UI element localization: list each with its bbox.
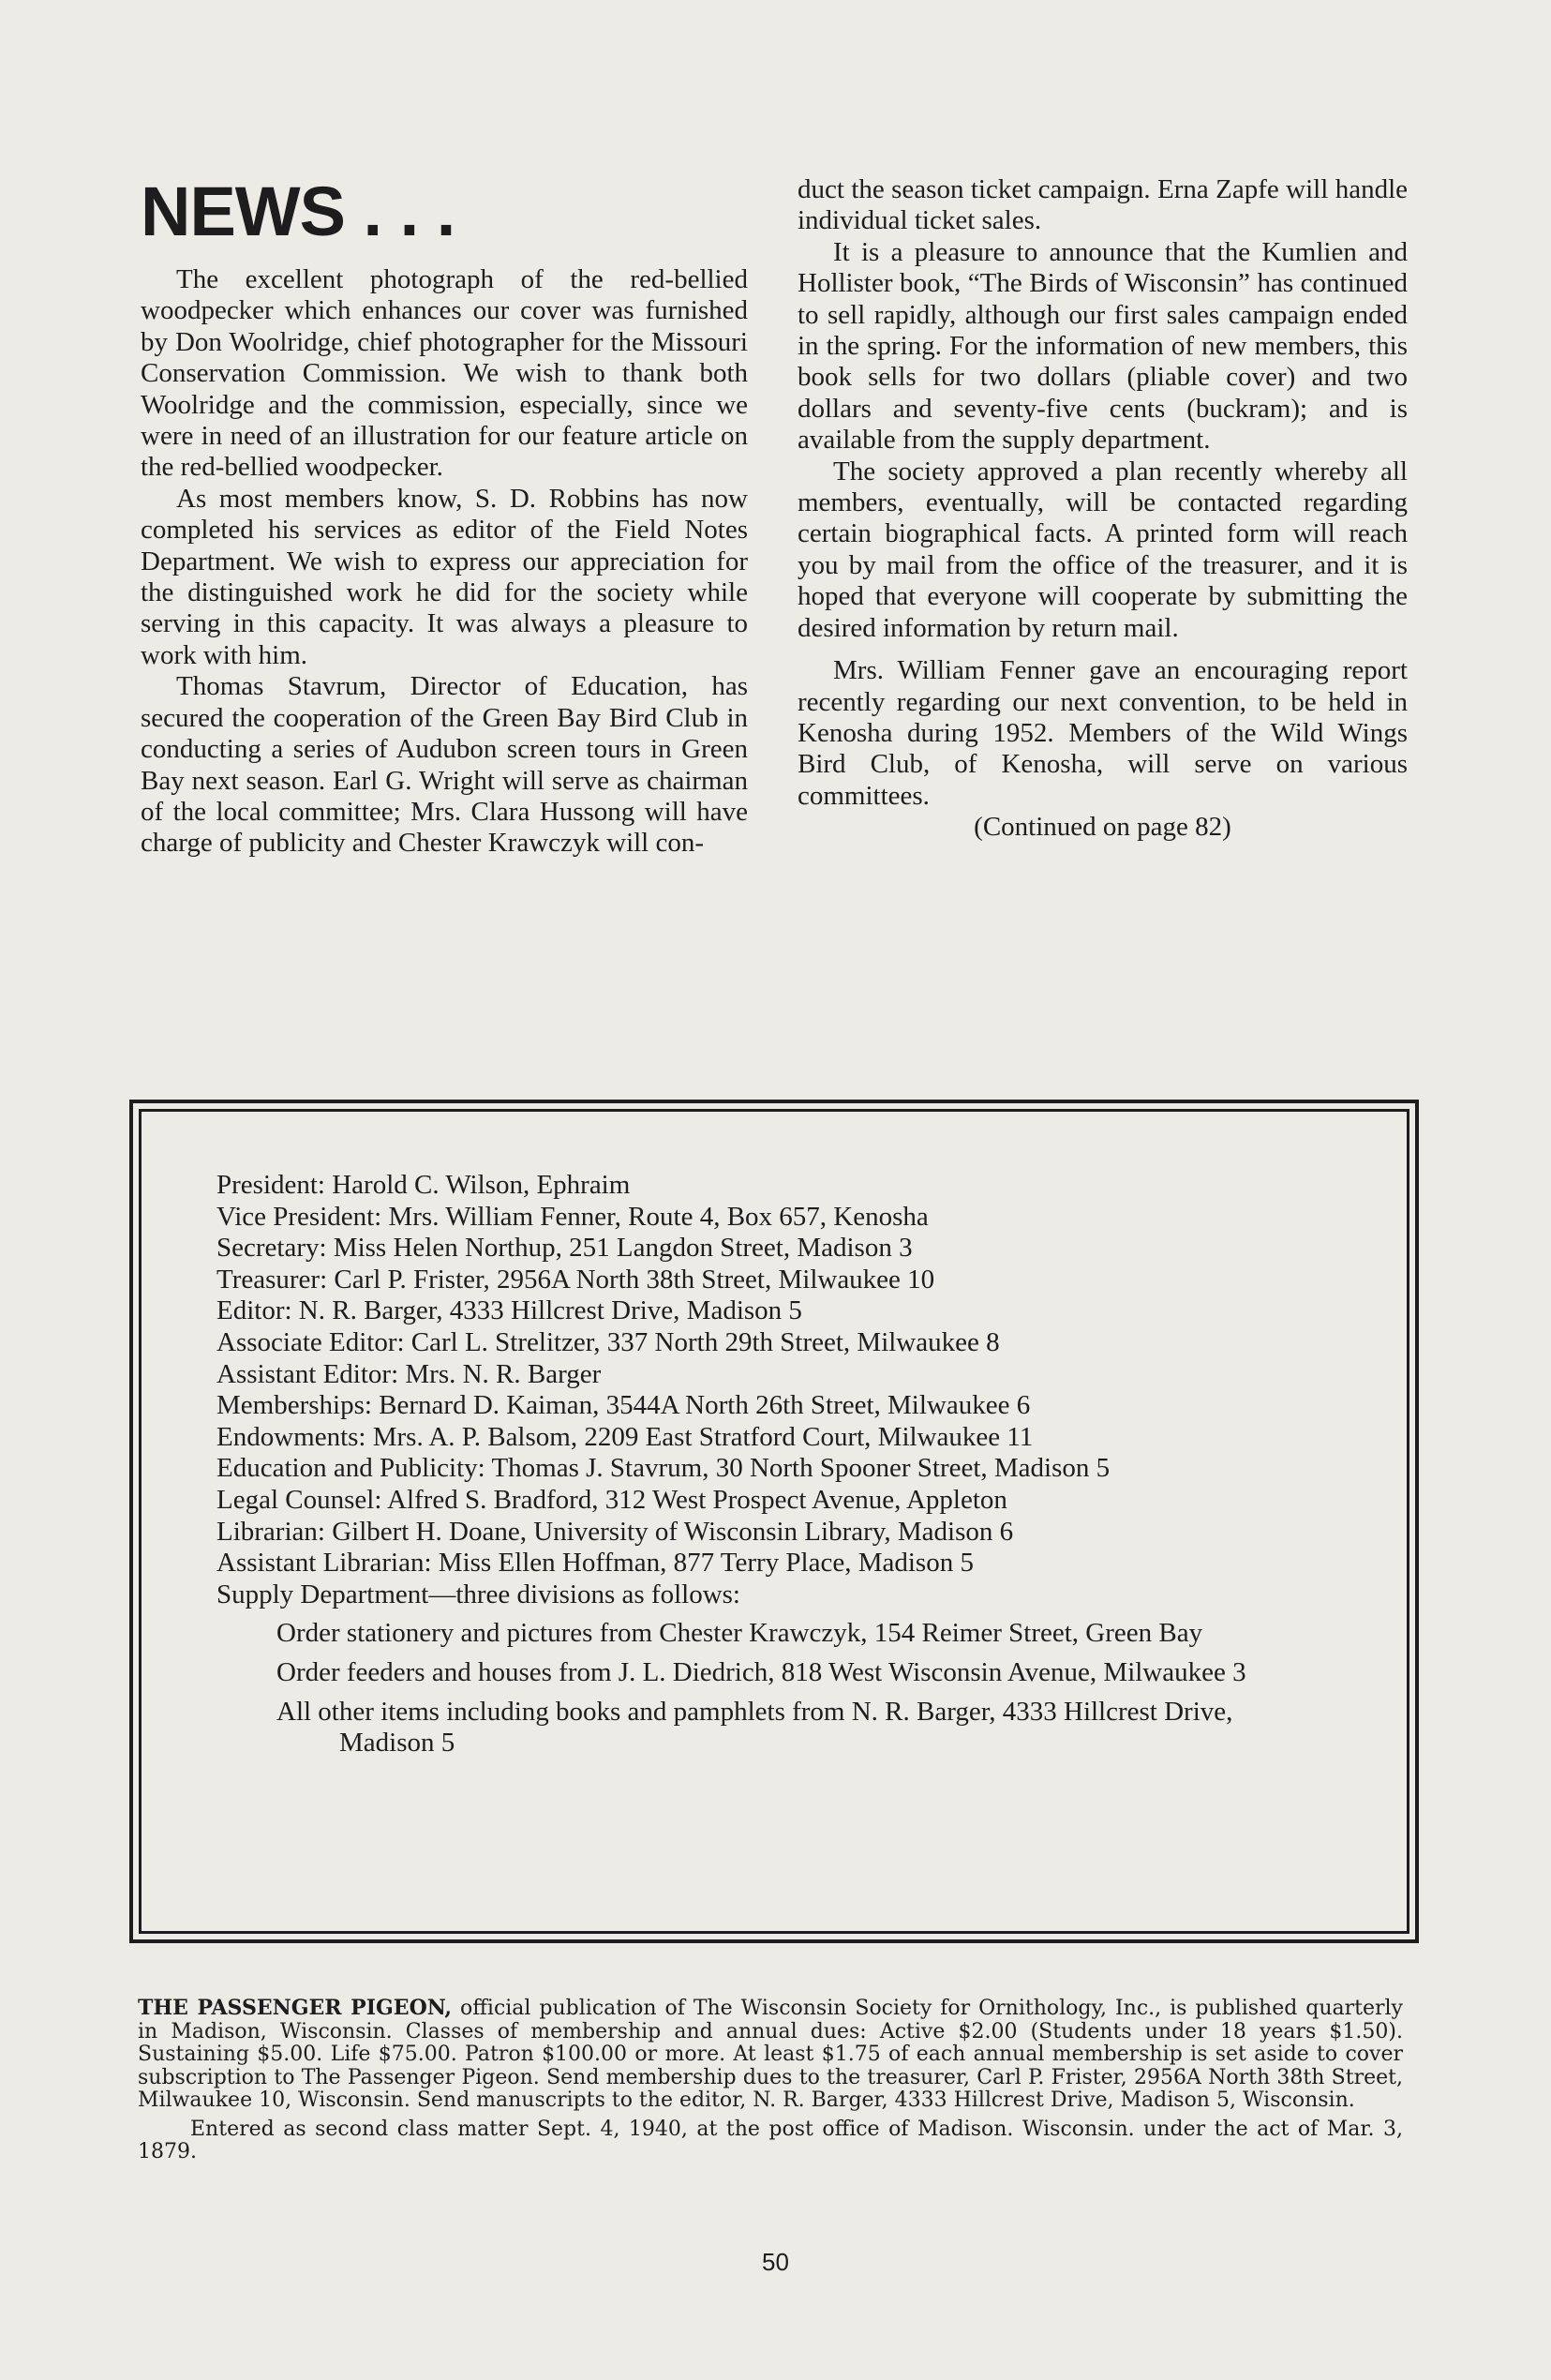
officer-assistant-editor: Assistant Editor: Mrs. N. R. Barger (216, 1358, 602, 1389)
supply-order-stationery: Order stationery and pictures from Chester Krawczyk, 154 Reimer Street, Green Bay (276, 1618, 1203, 1649)
supply-order-books: All other items including books and pamphlets from N. R. Barger, 4333 Hillcrest Drive, Madison 5 (276, 1696, 1233, 1759)
news-left-column (141, 264, 748, 860)
officer-supply-department: Supply Department—three divisions as follows: (216, 1579, 740, 1609)
officer-librarian: Librarian: Gilbert H. Doane, University of Wisconsin Library, Madison 6 (216, 1516, 1014, 1547)
publication-info (138, 1997, 1403, 2113)
publication-notice (138, 1997, 1403, 2164)
officer-president: President: Harold C. Wilson, Ephraim (216, 1170, 631, 1200)
officer-endowments: Endowments: Mrs. A. P. Balsom, 2209 East Stratford Court, Milwaukee 11 (216, 1421, 1034, 1452)
continued-note: (Continued on page 82) (974, 812, 1231, 843)
officer-education-publicity: Education and Publicity: Thomas J. Stavrum, 30 North Spooner Street, Madison 5 (216, 1453, 1111, 1484)
publication-details: official publication of The Wisconsin Society for Ornithology, Inc., is published quarterly in Madison, Wisconsin. Classes of membership and annual dues: Active $2.00 (Students under 18 years $1.50). Sustaining $5.00. Life $75.00. Patron $100.00 or more. At least $1.75 of each annual membership is set aside to cover subscription to The Passenger Pigeon. Send membership dues to the treasurer, Carl P. Frister, 2956A North 38th Street, Milwaukee 10, Wisconsin. Send manuscripts to the editor, N. R. Barger, 4333 Hillcrest Drive, Madison 5, Wisconsin. (138, 1997, 1403, 2112)
officers-box (139, 1109, 1409, 1934)
officer-assistant-librarian: Assistant Librarian: Miss Ellen Hoffman, 877 Terry Place, Madison 5 (216, 1548, 974, 1579)
officer-vice-president: Vice President: Mrs. William Fenner, Route 4, Box 657, Kenosha (216, 1201, 929, 1232)
news-paragraph-cover-photo: The excellent photograph of the red-bellied woodpecker which enhances our cover was furnished by Don Woolridge, chief photographer for the Missouri Conservation Commission. We wish to thank both Woolridge and the commission, especially, since we were in need of an illustration for our feature article on the red-bellied woodpecker. (141, 264, 748, 483)
page-number: 50 (762, 2248, 789, 2276)
officer-secretary: Secretary: Miss Helen Northup, 251 Langdon Street, Madison 3 (216, 1233, 913, 1264)
news-heading: NEWS . . . (141, 172, 455, 250)
officer-legal-counsel: Legal Counsel: Alfred S. Bradford, 312 West Prospect Avenue, Appleton (216, 1484, 1007, 1515)
officer-memberships: Memberships: Bernard D. Kaiman, 3544A North 26th Street, Milwaukee 6 (216, 1390, 1031, 1421)
officer-treasurer: Treasurer: Carl P. Frister, 2956A North 38th Street, Milwaukee 10 (216, 1264, 935, 1295)
publication-name: THE PASSENGER PIGEON, (138, 1996, 453, 2020)
officer-editor: Editor: N. R. Barger, 4333 Hillcrest Drive, Madison 5 (216, 1295, 802, 1326)
news-paragraph-continuation: duct the season ticket campaign. Erna Zapfe will handle individual ticket sales. (798, 174, 1408, 236)
entry-notice: Entered as second class matter Sept. 4, 1940, at the post office of Madison. Wisconsin. under the act of Mar. 3, 1879. (138, 2117, 1403, 2163)
supply-orders (276, 1618, 1328, 1759)
news-paragraph-biographical-facts: The society approved a plan recently whereby all members, eventually, will be contacted regarding certain biographical facts. A printed form will reach you by mail from the office of the treasurer, and it is hoped that everyone will cooperate by submitting the desired information by return mail. (798, 456, 1408, 643)
news-paragraph-convention: Mrs. William Fenner gave an encouraging report recently regarding our next convention, to be held in Kenosha during 1952. Members of the Wild Wings Bird Club, of Kenosha, will serve on various committees. (798, 655, 1408, 811)
news-right-column (798, 174, 1408, 844)
news-paragraph-robbins: As most members know, S. D. Robbins has now completed his services as editor of the Field Notes Department. We wish to express our appreciation for the distinguished work he did for the society while serving in this capacity. It was always a pleasure to work with him. (141, 483, 748, 670)
officer-associate-editor: Associate Editor: Carl L. Strelitzer, 337 North 29th Street, Milwaukee 8 (216, 1326, 1000, 1357)
supply-order-feeders: Order feeders and houses from J. L. Diedrich, 818 West Wisconsin Avenue, Milwaukee 3 (276, 1656, 1246, 1687)
news-paragraph-birds-of-wisconsin: It is a pleasure to announce that the Kumlien and Hollister book, “The Birds of Wisconsin” has continued to sell rapidly, although our first sales campaign ended in the spring. For the information of new members, this book sells for two dollars (pliable cover) and two dollars and seventy-five cents (buckram); and is available from the supply department. (798, 236, 1408, 456)
news-paragraph-stavrum: Thomas Stavrum, Director of Education, has secured the cooperation of the Green Bay Bird Club in conducting a series of Audubon screen tours in Green Bay next season. Earl G. Wright will serve as chairman of the local committee; Mrs. Clara Hussong will have charge of publicity and Chester Krawczyk will con- (141, 671, 748, 859)
officers-list (216, 1170, 1328, 1759)
